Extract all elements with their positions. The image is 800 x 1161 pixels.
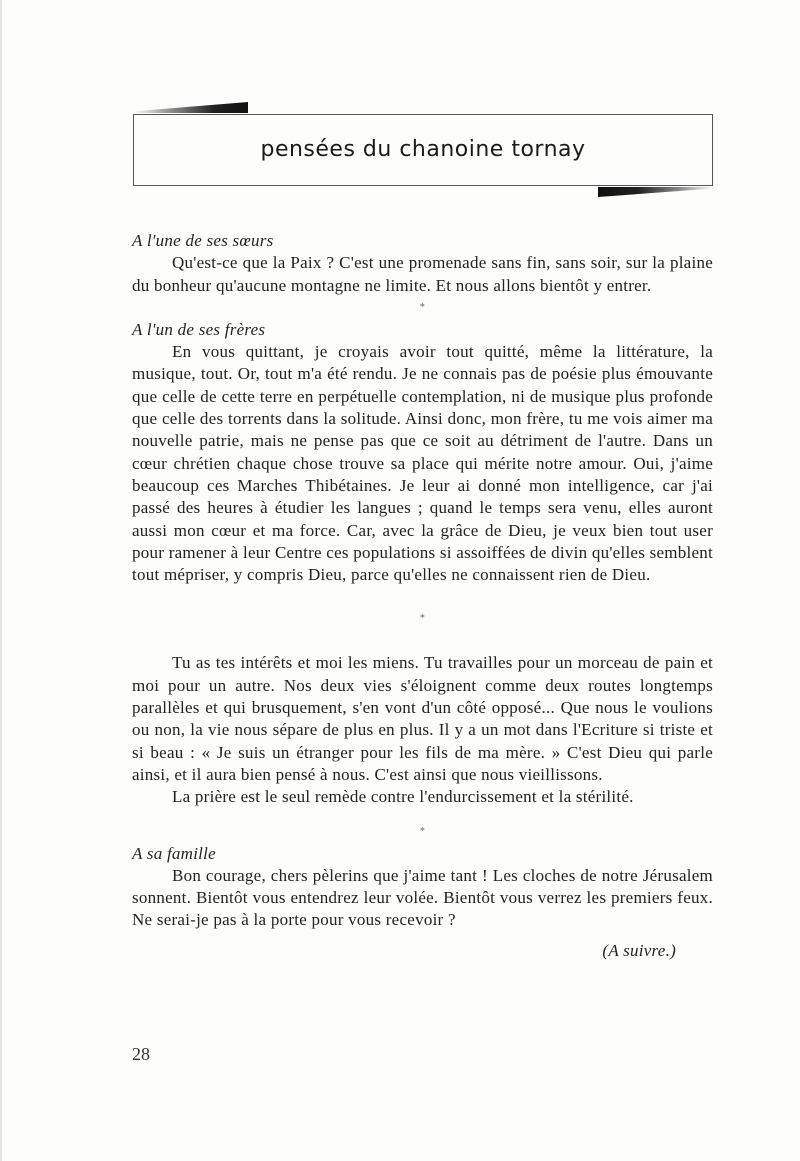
page-edge — [0, 0, 2, 1161]
paragraph: En vous quittant, je croyais avoir tout quitté, même la littérature, la musique, tout. Or, tout m'a été rendu. Je ne connais pas de poésie plus émouvante que celle de cette terre en perpétuelle contemplation, ni de musique plus profonde que celle des torrents dans la solitude. Ainsi donc, mon frère, tu me vois aimer ma nouvelle patrie, mais ne pense pas que ce soit au détriment de l'autre. Dans un cœur chrétien chaque chose trouve sa place qui mérite notre amour. Oui, j'aime beaucoup ces Marches Thibétaines. Je leur ai donné mon intelligence, car j'ai passé des heures à étudier les langues ; quand le temps sera venu, elles auront aussi mon cœur et ma force. Car, avec la grâce de Dieu, je veux bien tout user pour ramener à leur Centre ces populations si assoiffées de divin qu'elles semblent tout mépriser, y compris Dieu, parce qu'elles ne connaissent rien de Dieu. — [132, 342, 713, 585]
paragraph: Qu'est-ce que la Paix ? C'est une promenade sans fin, sans soir, sur la plaine du bonheur qu'aucune montagne ne limite. Et nous allons bientôt y entrer. — [132, 253, 713, 295]
article-body — [132, 230, 713, 962]
section-heading: A l'un de ses frères — [132, 319, 266, 339]
page-title: pensées du chanoine tornay — [260, 137, 586, 162]
title-ornament-top — [133, 102, 248, 113]
paragraph: La prière est le seul remède contre l'endurcissement et la stérilité. — [172, 787, 634, 807]
separator-star: * — [419, 613, 426, 625]
title-ornament-bottom — [598, 187, 713, 197]
page-number: 28 — [132, 1044, 150, 1064]
paragraph: Tu as tes intérêts et moi les miens. Tu travailles pour un morceau de pain et moi pour un autre. Nos deux vies s'éloignent comme deux routes longtemps parallèles et qui brusquement, s'en vont d'un côté opposé... Que nous le voulions ou non, la vie nous sépare de plus en plus. Il y a un mot dans l'Ecriture si triste et si beau : « Je suis un étranger pour les fils de ma mère. » C'est Dieu qui parle ainsi, et il aura bien pensé à nous. C'est ainsi que nous vieillissons. — [132, 653, 713, 784]
title-box — [133, 114, 713, 186]
to-be-continued: (A suivre.) — [602, 940, 676, 960]
section-heading: A sa famille — [132, 843, 216, 863]
section-heading: A l'une de ses sœurs — [132, 231, 274, 250]
separator-star: * — [419, 301, 426, 313]
paragraph: Bon courage, chers pèlerins que j'aime tant ! Les cloches de notre Jérusalem sonnent. Bientôt vous entendrez leur volée. Bientôt vous verrez les premiers feux. Ne serai-je pas à la porte pour vous recevoir ? — [132, 865, 713, 930]
separator-star: * — [419, 825, 426, 837]
